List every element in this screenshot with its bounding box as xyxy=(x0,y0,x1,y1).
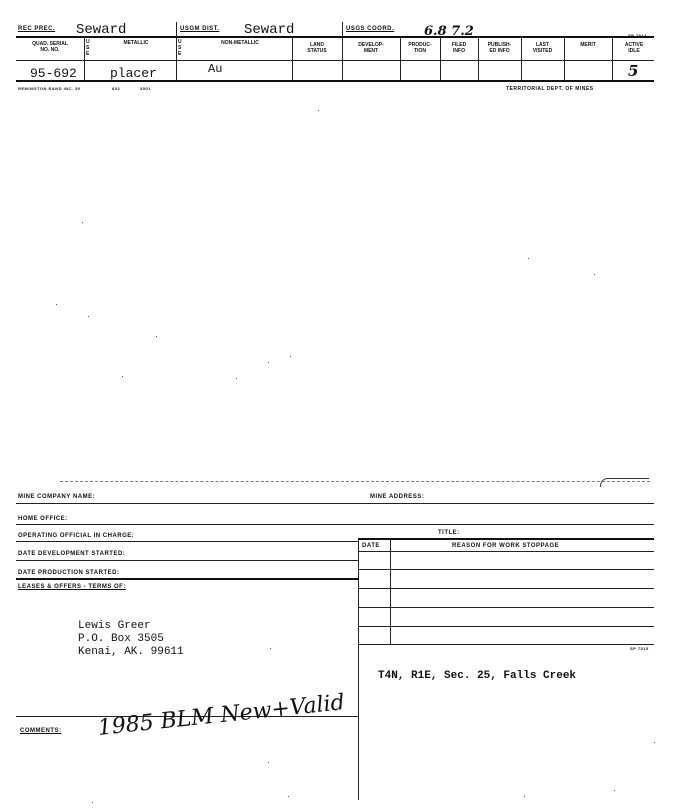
col-development: DEVELOP- MENT xyxy=(358,42,384,54)
col-filed-info: FILED INFO xyxy=(451,42,467,54)
address-line: P.O. Box 3505 xyxy=(78,633,164,645)
address-line: Kenai, AK. 99611 xyxy=(78,646,184,658)
dept-line: TERRITORIAL DEPT. OF MINES xyxy=(506,86,594,92)
title-label: TITLE: xyxy=(438,530,460,536)
date-development-label: DATE DEVELOPMENT STARTED: xyxy=(18,551,126,557)
location-value: T4N, R1E, Sec. 25, Falls Creek xyxy=(378,670,577,682)
active-idle-mark: 5 xyxy=(628,62,639,80)
leases-label: LEASES & OFFERS - TERMS OF: xyxy=(18,584,126,590)
col-use-nonmetallic-prefix: U S E xyxy=(178,39,182,57)
col-active-idle: ACTIVE IDLE xyxy=(624,42,644,54)
printer-line: REMINGTON RAND INC. 50 xyxy=(18,86,81,91)
col-use-metallic-prefix: U S E xyxy=(86,39,90,57)
rec-prec-value: Seward xyxy=(76,22,127,38)
col-land-status: LAND STATUS xyxy=(307,42,327,54)
quad-serial-value: 95-692 xyxy=(30,66,77,81)
comments-label: COMMENTS: xyxy=(20,728,62,734)
col-published-info: PUBLISH- ED INFO xyxy=(487,42,512,54)
usgm-dist-value: Seward xyxy=(244,22,295,38)
metallic-value: placer xyxy=(110,66,157,81)
address-line: Lewis Greer xyxy=(78,620,151,632)
address-block xyxy=(78,620,184,659)
usgs-coord-value: 6.8 7.2 xyxy=(424,24,474,39)
usgm-dist-label: USGM DIST. xyxy=(180,26,220,32)
col-metallic: METALLIC xyxy=(123,40,149,46)
comments-handwritten: 1985 BLM New+Valid xyxy=(96,690,346,741)
col-production: PRODUC- TION xyxy=(408,42,432,54)
nonmetallic-value: Au xyxy=(208,62,223,76)
mine-company-label: MINE COMPANY NAME: xyxy=(18,494,96,500)
col-quad-serial: QUAD. SERIAL NO. NO. xyxy=(32,41,68,53)
operating-official-label: OPERATING OFFICIAL IN CHARGE: xyxy=(18,533,135,539)
form-number-top: SP 7514 xyxy=(628,33,647,38)
date-production-label: DATE PRODUCTION STARTED: xyxy=(18,570,120,576)
form-number-bottom: SP 7515 xyxy=(630,646,649,651)
stoppage-date-header: DATE xyxy=(362,543,380,549)
usgs-coord-label: USGS COORD. xyxy=(346,26,395,32)
col-last-visited: LAST VISITED xyxy=(532,42,553,54)
mine-address-label: MINE ADDRESS: xyxy=(370,494,425,500)
col-nonmetallic: NON-METALLIC xyxy=(221,40,259,46)
home-office-label: HOME OFFICE: xyxy=(18,516,68,522)
printer-code-1: 802 xyxy=(112,86,121,91)
col-merit: MERIT xyxy=(580,42,596,48)
stoppage-reason-header: REASON FOR WORK STOPPAGE xyxy=(452,543,560,549)
rec-prec-label: REC PREC. xyxy=(18,26,56,32)
printer-code-2: 3501 xyxy=(140,86,151,91)
